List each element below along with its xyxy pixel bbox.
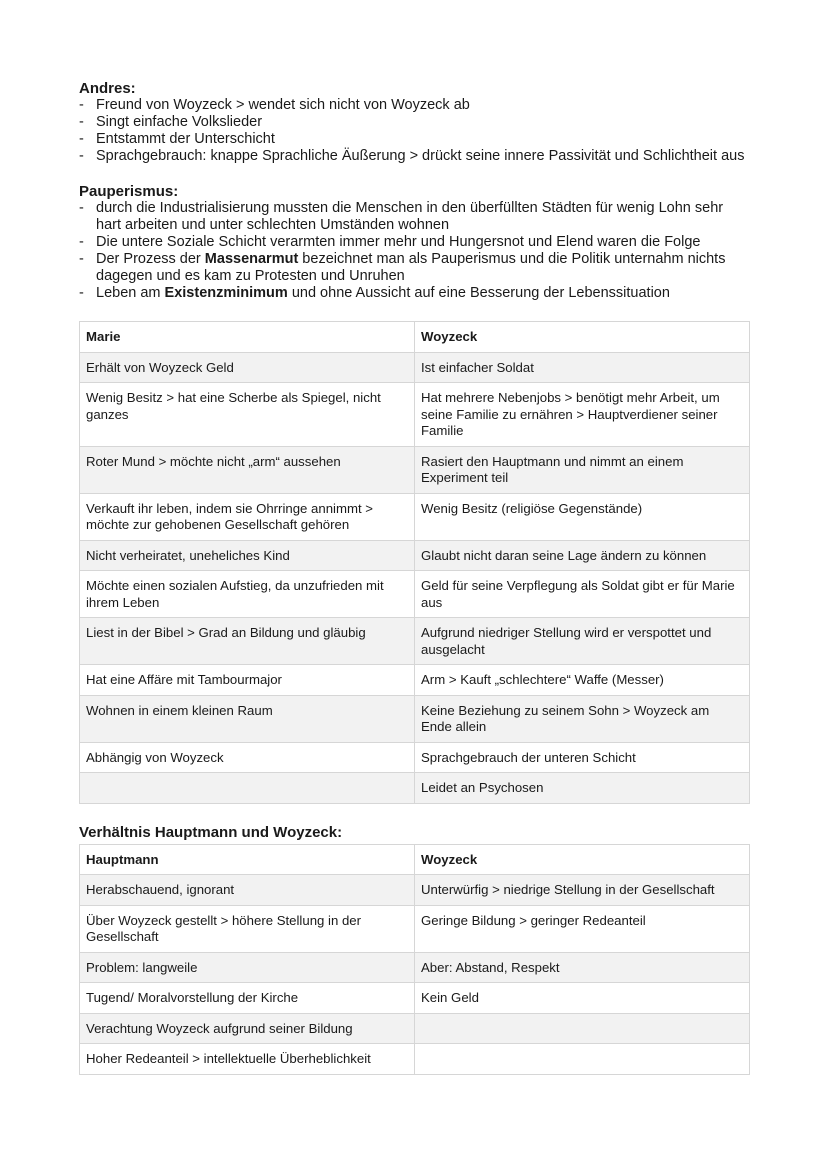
table-row: [80, 383, 750, 447]
list-item: - Leben am Existenzminimum und ohne Aussicht auf eine Besserung der Lebenssituation: [79, 285, 670, 301]
table-cell: Verachtung Woyzeck aufgrund seiner Bildung: [80, 1013, 415, 1044]
list-item: - Sprachgebrauch: knappe Sprachliche Äußerung > drückt seine innere Passivität und Schlichtheit aus: [79, 148, 745, 164]
list-item: - durch die Industrialisierung mussten die Menschen in den überfüllten Städten für wenig Lohn sehr hart arbeiten und unter schlechten Umständen wohnen: [79, 200, 724, 233]
table-cell: Aufgrund niedriger Stellung wird er verspottet und ausgelacht: [415, 618, 750, 665]
table-cell: Wohnen in einem kleinen Raum: [80, 695, 415, 742]
table-row: [80, 905, 750, 952]
table-row: [80, 742, 750, 773]
table-row: [80, 665, 750, 696]
pauperismus-list: [79, 200, 749, 302]
column-header: Woyzeck: [415, 322, 750, 353]
table-row: [80, 1044, 750, 1075]
table-row: [80, 952, 750, 983]
table-cell: [415, 1013, 750, 1044]
table-cell: Hat mehrere Nebenjobs > benötigt mehr Arbeit, um seine Familie zu ernähren > Hauptverdiener seiner Familie: [415, 383, 750, 447]
table-cell: Problem: langweile: [80, 952, 415, 983]
column-header: Marie: [80, 322, 415, 353]
table-cell: Geringe Bildung > geringer Redeanteil: [415, 905, 750, 952]
table-row: [80, 540, 750, 571]
table-cell: Abhängig von Woyzeck: [80, 742, 415, 773]
table-cell: Erhält von Woyzeck Geld: [80, 352, 415, 383]
table-cell: Unterwürfig > niedrige Stellung in der Gesellschaft: [415, 875, 750, 906]
table-cell: Rasiert den Hauptmann und nimmt an einem Experiment teil: [415, 446, 750, 493]
table-cell: Über Woyzeck gestellt > höhere Stellung in der Gesellschaft: [80, 905, 415, 952]
list-item: - Entstammt der Unterschicht: [79, 131, 275, 147]
andres-heading: Andres:: [79, 80, 136, 97]
table-row: [80, 446, 750, 493]
table-row: [80, 983, 750, 1014]
pauperismus-heading: Pauperismus:: [79, 183, 179, 200]
table-cell: Leidet an Psychosen: [415, 773, 750, 804]
andres-list: [79, 97, 749, 165]
table-marie-woyzeck: [79, 321, 750, 804]
term-existenzminimum: Existenzminimum: [164, 285, 288, 301]
table-cell: Ist einfacher Soldat: [415, 352, 750, 383]
table-cell: Roter Mund > möchte nicht „arm“ aussehen: [80, 446, 415, 493]
table-header-row: [80, 322, 750, 353]
term-massenarmut: Massenarmut: [204, 251, 299, 267]
table-cell: Tugend/ Moralvorstellung der Kirche: [80, 983, 415, 1014]
column-header: Woyzeck: [415, 844, 750, 875]
table-cell: [415, 1044, 750, 1075]
table-row: [80, 571, 750, 618]
document-content: [79, 80, 749, 1075]
table-cell: Sprachgebrauch der unteren Schicht: [415, 742, 750, 773]
table-cell: Kein Geld: [415, 983, 750, 1014]
table-row: [80, 695, 750, 742]
table-row: [80, 1013, 750, 1044]
table-cell: Glaubt nicht daran seine Lage ändern zu können: [415, 540, 750, 571]
hauptmann-woyzeck-heading: Verhältnis Hauptmann und Woyzeck:: [79, 823, 343, 841]
table-cell: Hoher Redeanteil > intellektuelle Überheblichkeit: [80, 1044, 415, 1075]
section-andres: [79, 80, 749, 165]
table-cell: [80, 773, 415, 804]
table-row: [80, 875, 750, 906]
table-row: [80, 618, 750, 665]
table-cell: Möchte einen sozialen Aufstieg, da unzufrieden mit ihrem Leben: [80, 571, 415, 618]
table-cell: Aber: Abstand, Respekt: [415, 952, 750, 983]
table-cell: Wenig Besitz (religiöse Gegenstände): [415, 493, 750, 540]
table-cell: Geld für seine Verpflegung als Soldat gibt er für Marie aus: [415, 571, 750, 618]
section-pauperismus: [79, 183, 749, 302]
list-item: - Singt einfache Volkslieder: [79, 114, 263, 130]
table-cell: Hat eine Affäre mit Tambourmajor: [80, 665, 415, 696]
table-cell: Liest in der Bibel > Grad an Bildung und gläubig: [80, 618, 415, 665]
table-row: [80, 773, 750, 804]
table-header-row: [80, 844, 750, 875]
table-cell: Verkauft ihr leben, indem sie Ohrringe annimmt > möchte zur gehobenen Gesellschaft gehören: [80, 493, 415, 540]
table-cell: Keine Beziehung zu seinem Sohn > Woyzeck am Ende allein: [415, 695, 750, 742]
list-item: - Der Prozess der Massenarmut bezeichnet man als Pauperismus und die Politik unternahm nichts dagegen und es kam zu Protesten und Unruhen: [79, 251, 726, 284]
table-row: [80, 352, 750, 383]
table-hauptmann-woyzeck: [79, 844, 750, 1075]
table-row: [80, 493, 750, 540]
table-cell: Arm > Kauft „schlechtere“ Waffe (Messer): [415, 665, 750, 696]
table-cell: Wenig Besitz > hat eine Scherbe als Spiegel, nicht ganzes: [80, 383, 415, 447]
list-item: - Die untere Soziale Schicht verarmten immer mehr und Hungersnot und Elend waren die Folge: [79, 234, 701, 250]
table-cell: Herabschauend, ignorant: [80, 875, 415, 906]
table-cell: Nicht verheiratet, uneheliches Kind: [80, 540, 415, 571]
column-header: Hauptmann: [80, 844, 415, 875]
list-item: - Freund von Woyzeck > wendet sich nicht von Woyzeck ab: [79, 97, 470, 113]
